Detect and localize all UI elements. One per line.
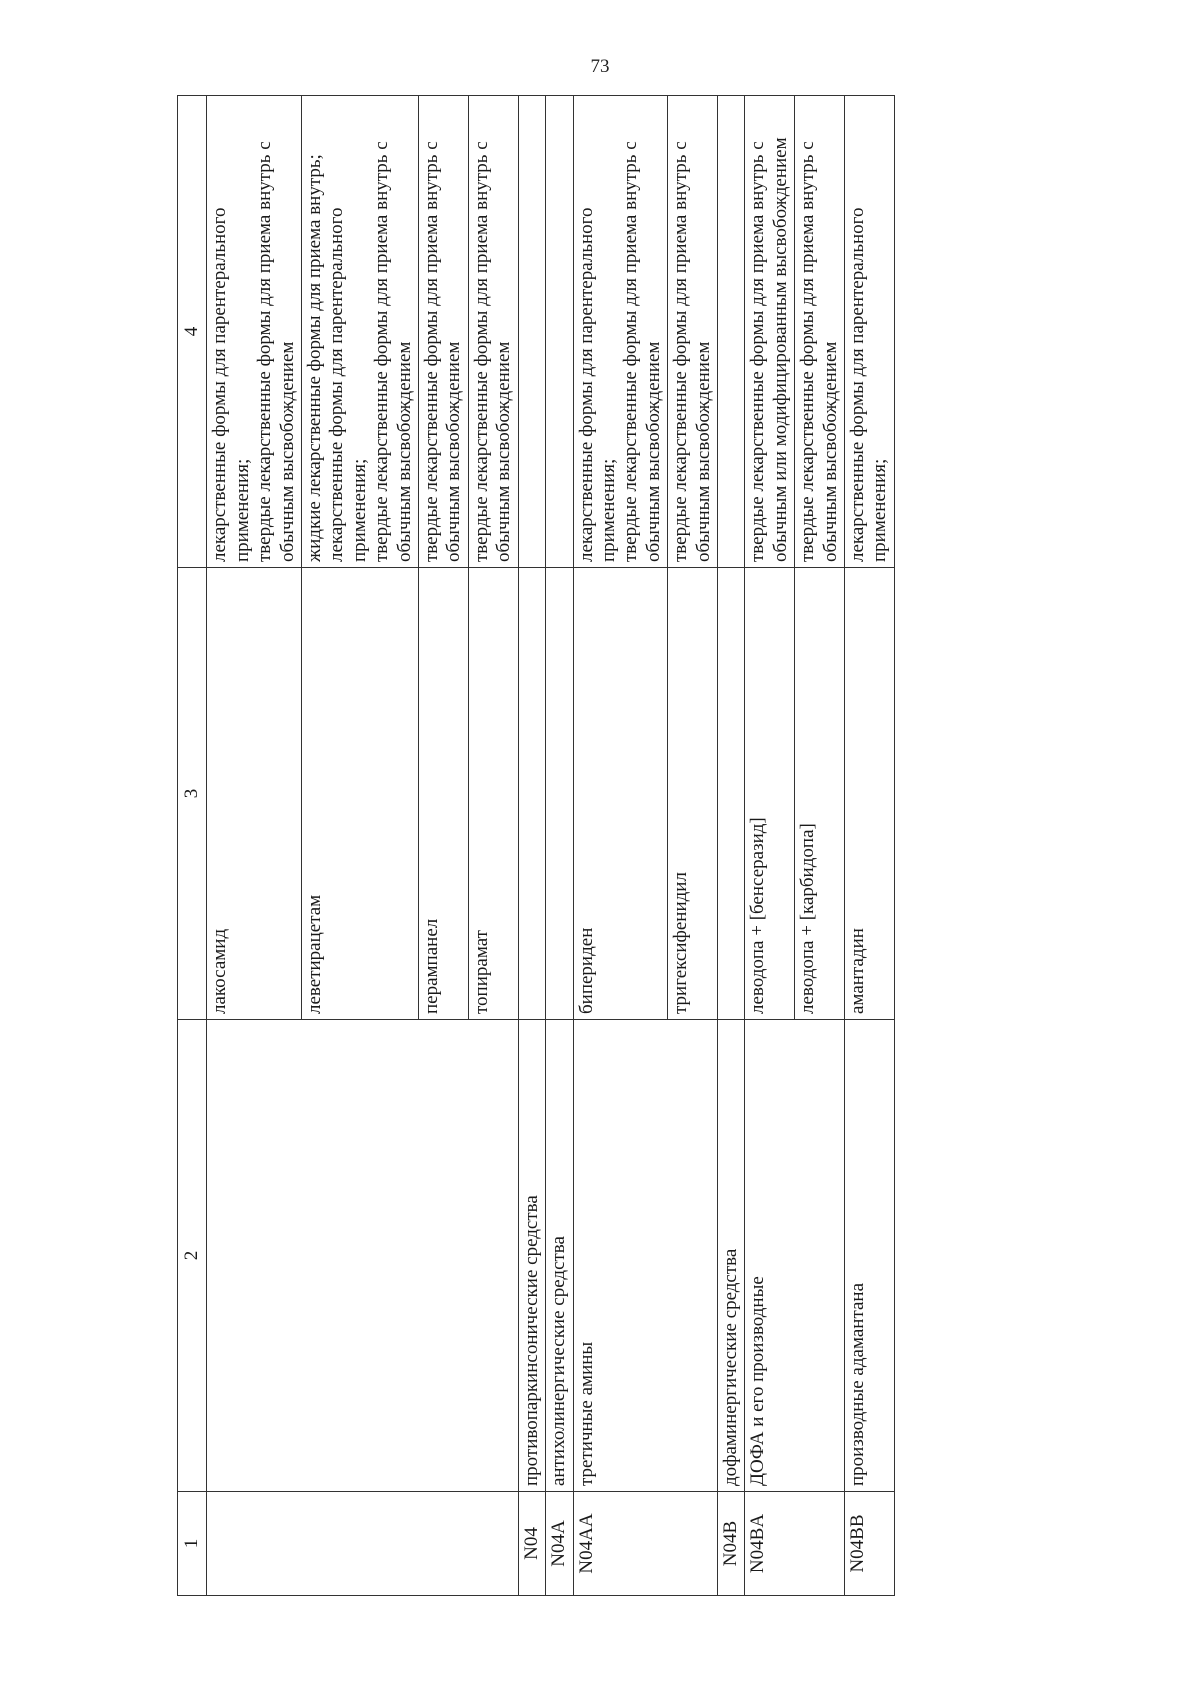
atc-code-cell <box>207 1492 302 1596</box>
dosage-form: лекарственные формы для парентерального применения; <box>575 207 619 562</box>
group-cell <box>419 1020 469 1492</box>
group-cell <box>468 1020 518 1492</box>
dosage-form: лекарственные формы для парентерального применения; <box>326 207 370 562</box>
header-col-2: 2 <box>178 1020 207 1492</box>
header-row <box>178 96 207 1596</box>
group-cell: ДОФА и его производные <box>745 1020 795 1492</box>
drug-name-cell: леветирацетам <box>302 568 419 1020</box>
drug-name-cell <box>546 568 573 1020</box>
dosage-forms-cell <box>668 96 718 568</box>
table-row <box>573 96 668 1596</box>
table-row <box>717 96 744 1596</box>
drug-name-cell: леводопа + [карбидопа] <box>795 568 845 1020</box>
drug-name-cell: перампанел <box>419 568 469 1020</box>
table-row <box>745 96 795 1596</box>
dosage-form: твердые лекарственные формы для приема внутрь с обычным высвобождением <box>620 141 664 562</box>
dosage-forms-cell <box>302 96 419 568</box>
group-cell: дофаминергические средства <box>717 1020 744 1492</box>
drug-table <box>177 95 895 1596</box>
dosage-form: твердые лекарственные формы для приема внутрь с обычным высвобождением <box>797 141 841 562</box>
group-cell <box>302 1020 419 1492</box>
dosage-forms-cell <box>844 96 894 568</box>
dosage-form: твердые лекарственные формы для приема внутрь с обычным высвобождением <box>470 141 515 562</box>
dosage-form: твердые лекарственные формы для приема внутрь с обычным высвобождением <box>670 141 714 562</box>
atc-code-cell: N04A <box>546 1492 573 1596</box>
group-cell: антихолинергические средства <box>546 1020 573 1492</box>
table-container <box>177 96 1167 1596</box>
group-cell <box>795 1020 845 1492</box>
drug-name-cell: бипериден <box>573 568 668 1020</box>
atc-code-cell: N04B <box>717 1492 744 1596</box>
dosage-forms-cell <box>207 96 302 568</box>
drug-name-cell: лакосамид <box>207 568 302 1020</box>
dosage-form: твердые лекарственные формы для приема внутрь с обычным высвобождением <box>371 141 415 562</box>
atc-code-cell: N04AA <box>573 1492 668 1596</box>
atc-code-cell <box>468 1492 518 1596</box>
page-number: 73 <box>590 56 610 77</box>
table-row <box>207 96 302 1596</box>
dosage-form: твердые лекарственные формы для приема внутрь с обычным высвобождением <box>254 141 298 562</box>
dosage-form: твердые лекарственные формы для приема внутрь с обычным высвобождением <box>421 141 465 562</box>
drug-name-cell <box>717 568 744 1020</box>
dosage-forms-cell <box>717 96 744 568</box>
table-row <box>518 96 545 1596</box>
drug-name-cell: тригексифенидил <box>668 568 718 1020</box>
dosage-forms-cell <box>468 96 518 568</box>
group-cell <box>207 1020 302 1492</box>
header-col-3: 3 <box>178 568 207 1020</box>
dosage-form: лекарственные формы для парентерального применения; <box>846 207 891 562</box>
dosage-forms-cell <box>419 96 469 568</box>
group-cell: третичные амины <box>573 1020 668 1492</box>
dosage-forms-cell <box>745 96 795 568</box>
dosage-forms-cell <box>518 96 545 568</box>
atc-code-cell <box>795 1492 845 1596</box>
drug-name-cell: леводопа + [бенсеразид] <box>745 568 795 1020</box>
dosage-forms-cell <box>573 96 668 568</box>
table-row <box>419 96 469 1596</box>
atc-code-cell: N04 <box>518 1492 545 1596</box>
dosage-form: жидкие лекарственные формы для приема внутрь; <box>304 154 326 562</box>
drug-name-cell <box>518 568 545 1020</box>
group-cell: противопаркинсонические средства <box>518 1020 545 1492</box>
table-row <box>668 96 718 1596</box>
dosage-forms-cell <box>546 96 573 568</box>
dosage-form: твердые лекарственные формы для приема внутрь с обычным или модифицированным высвобождением <box>747 137 791 562</box>
header-col-1: 1 <box>178 1492 207 1596</box>
table-row <box>546 96 573 1596</box>
atc-code-cell <box>302 1492 419 1596</box>
atc-code-cell: N04BA <box>745 1492 795 1596</box>
atc-code-cell <box>668 1492 718 1596</box>
table-row <box>844 96 894 1596</box>
group-cell <box>668 1020 718 1492</box>
dosage-forms-cell <box>795 96 845 568</box>
table-row <box>795 96 845 1596</box>
group-cell: производные адамантана <box>844 1020 894 1492</box>
atc-code-cell <box>419 1492 469 1596</box>
drug-name-cell: амантадин <box>844 568 894 1020</box>
dosage-form: лекарственные формы для парентерального применения; <box>209 207 253 562</box>
header-col-4: 4 <box>178 96 207 568</box>
drug-name-cell: топирамат <box>468 568 518 1020</box>
rotated-table-frame <box>177 96 1087 1596</box>
atc-code-cell: N04BB <box>844 1492 894 1596</box>
table-row <box>468 96 518 1596</box>
table-row <box>302 96 419 1596</box>
